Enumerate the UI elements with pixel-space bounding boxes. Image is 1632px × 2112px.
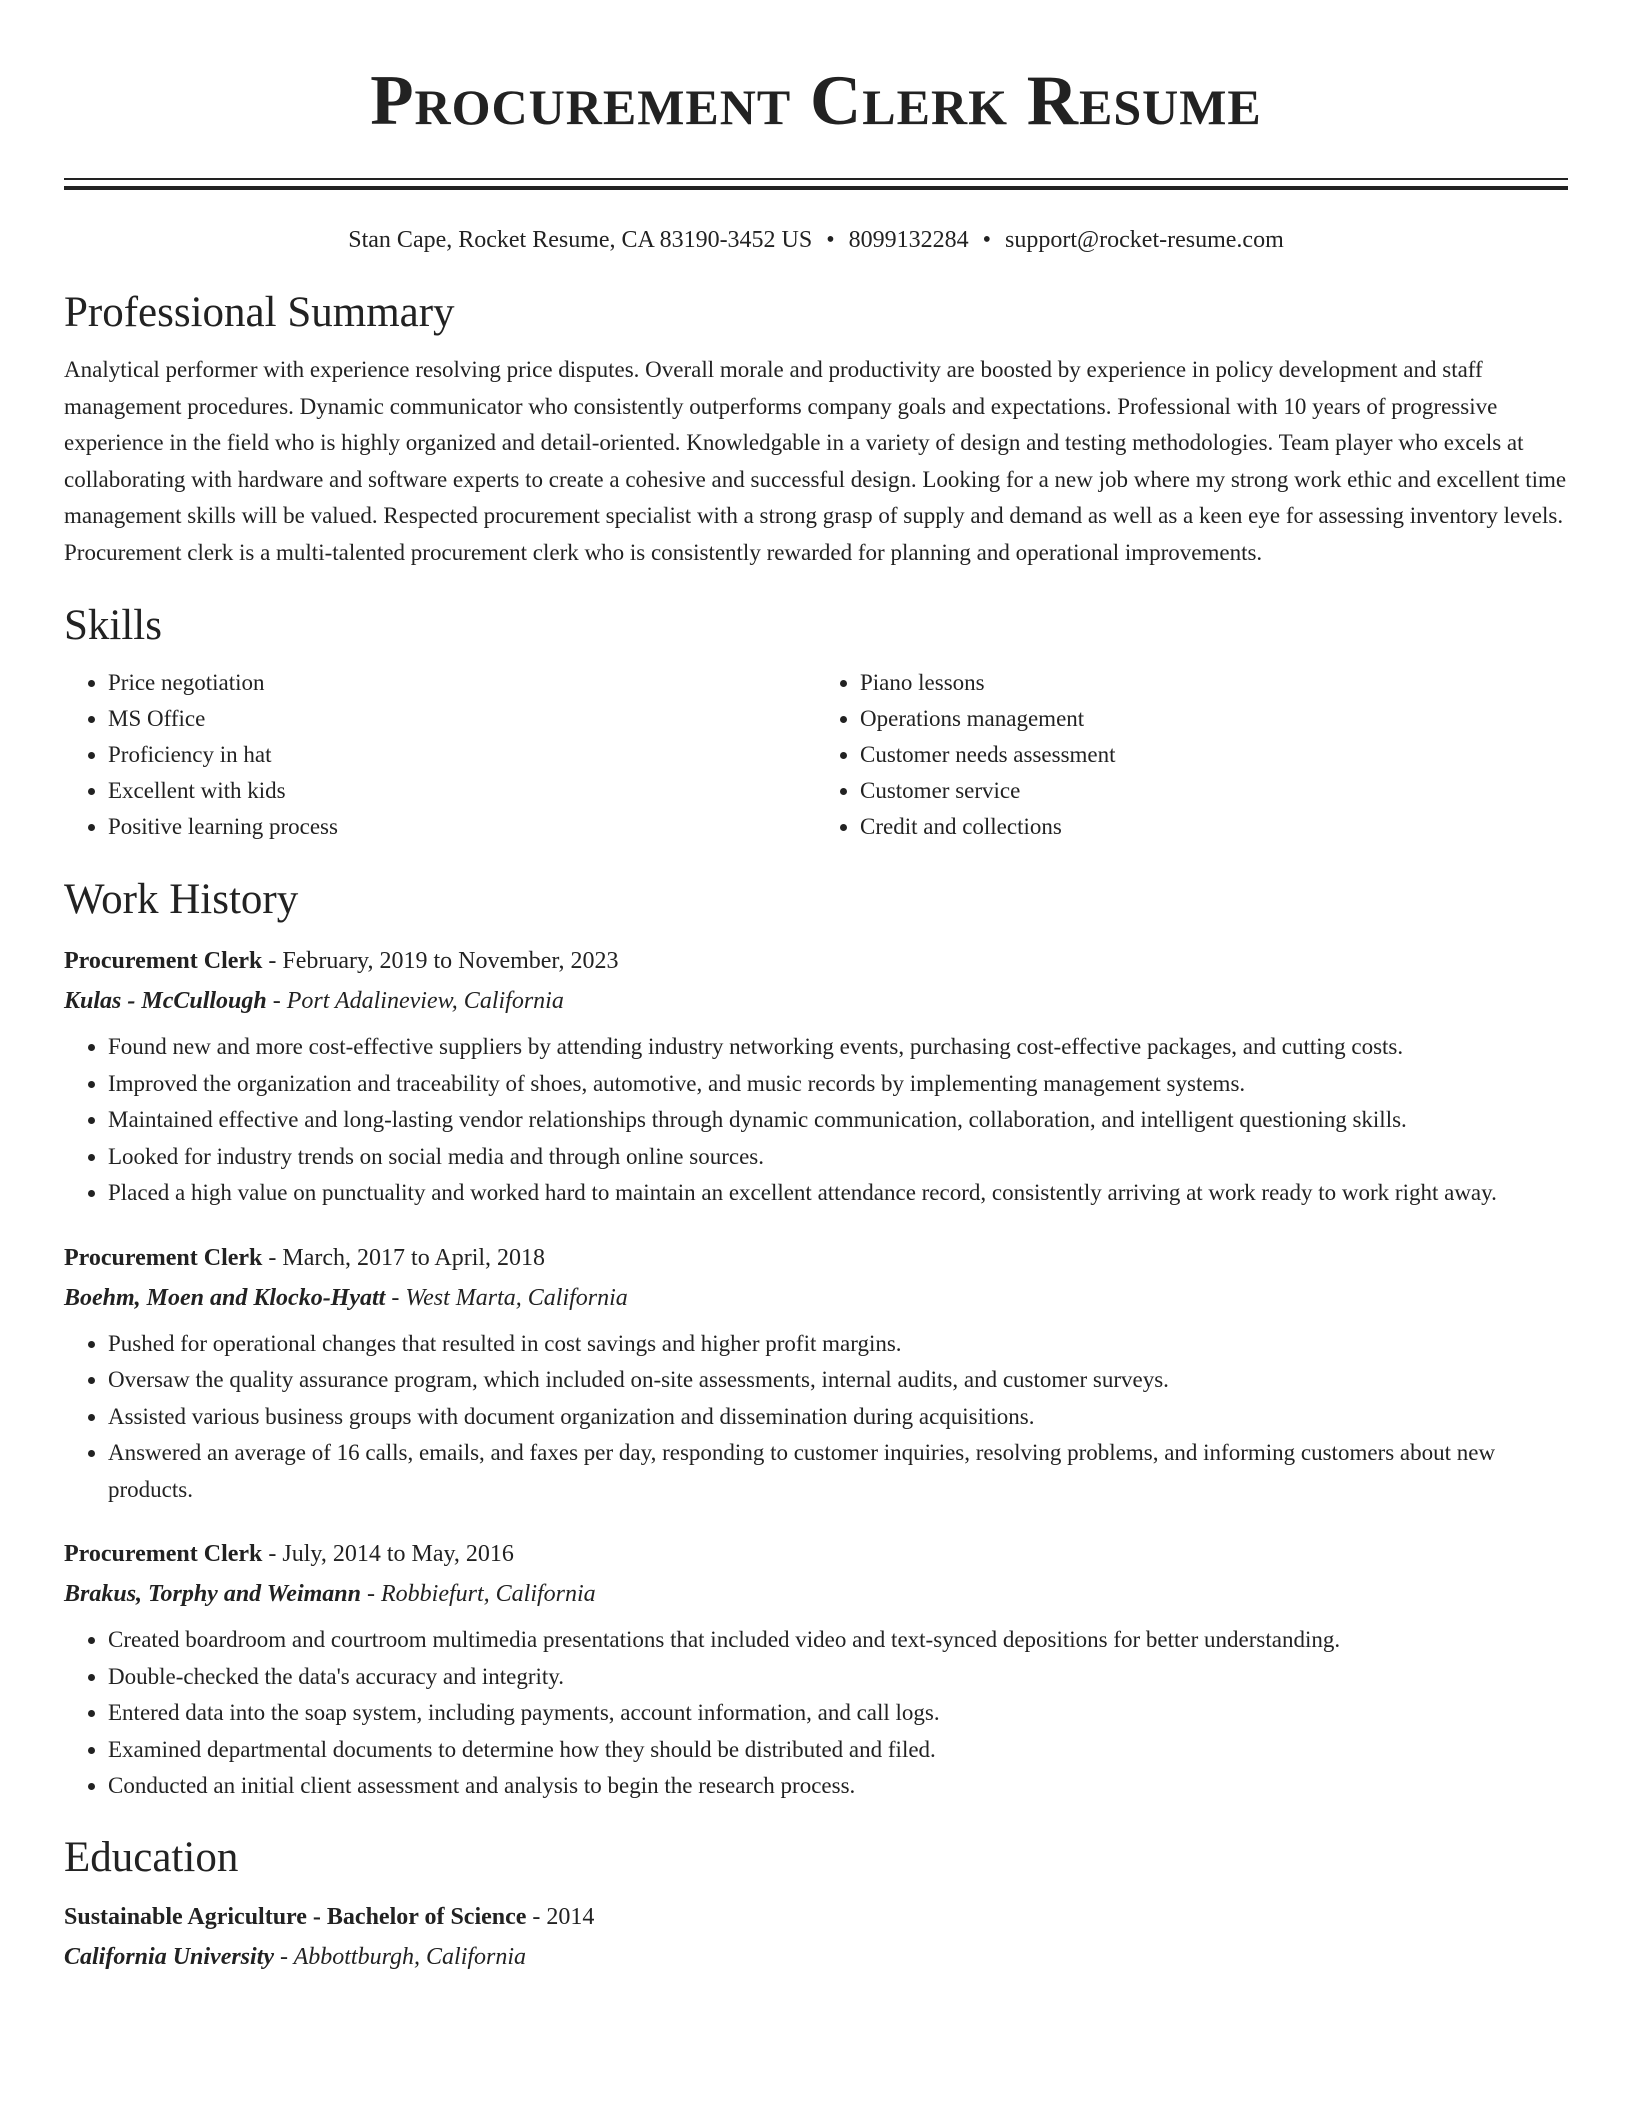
education-degree-line (64, 1897, 1568, 1937)
duty-item: • Created boardroom and courtroom multimedia presentations that included video and text-synced depositions for better understanding. (108, 1622, 1568, 1659)
skills-list (64, 665, 1568, 845)
duty-item: • Entered data into the soap system, including payments, account information, and call logs. (108, 1695, 1568, 1732)
work-history-heading: Work History (64, 876, 299, 923)
skill-item: • Price negotiation (108, 665, 816, 701)
job-role: Procurement Clerk (64, 1541, 263, 1567)
education-heading: Education (64, 1833, 239, 1881)
job-company-line (64, 981, 1568, 1021)
education-location: - Abbottburgh, California (274, 1943, 527, 1970)
title-divider-thick (64, 186, 1568, 190)
contact-separator: • (982, 227, 992, 253)
job-entry (64, 1534, 1568, 1805)
summary-text: Analytical performer with experience resolving price disputes. Overall morale and productivity are boosted by experience in policy development and staff management procedures. Dynamic communicator who consistently outperforms company goals and expectations. Professional with 10 years of progressive experience in the field who is highly organized and detail-oriented. Knowledgable in a variety of design and testing methodologies. Team player who excels at collaborating with hardware and software experts to create a cohesive and successful design. Looking for a new job where my strong work ethic and excellent time management skills will be valued. Respected procurement specialist with a strong grasp of supply and demand as well as a keen eye for assessing inventory levels. Procurement clerk is a multi-talented procurement clerk who is consistently rewarded for planning and operational improvements. (64, 357, 1567, 565)
contact-line (64, 224, 1568, 256)
job-location: - Robbiefurt, California (361, 1581, 596, 1607)
job-location: - West Marta, California (385, 1284, 628, 1311)
education-year: - 2014 (526, 1903, 595, 1930)
job-company: Brakus, Torphy and Weimann (64, 1581, 361, 1607)
job-role: Procurement Clerk (64, 948, 263, 974)
duty-item: • Assisted various business groups with document organization and dissemination during acquisitions. (108, 1399, 1568, 1436)
skill-item: • Operations management (860, 701, 1568, 737)
skills-column-left (64, 665, 816, 845)
education-entry (64, 1897, 1568, 1977)
duty-item: • Looked for industry trends on social media and through online sources. (108, 1139, 1568, 1176)
job-dates: - July, 2014 to May, 2016 (262, 1541, 514, 1567)
job-location: - Port Adalineview, California (266, 988, 564, 1014)
job-role: Procurement Clerk (64, 1244, 263, 1271)
job-company: Boehm, Moen and Klocko-Hyatt (64, 1284, 386, 1311)
skill-item: • Proficiency in hat (108, 737, 816, 773)
contact-address: Stan Cape, Rocket Resume, CA 83190-3452 US (348, 227, 813, 253)
skill-item: • Piano lessons (860, 665, 1568, 701)
job-dates: - February, 2019 to November, 2023 (262, 948, 619, 974)
skill-item: • Positive learning process (108, 809, 816, 845)
job-duties (64, 1029, 1568, 1212)
job-entry (64, 1238, 1568, 1509)
job-duties (64, 1326, 1568, 1509)
education-school: California University (64, 1943, 275, 1970)
duty-item: • Pushed for operational changes that resulted in cost savings and higher profit margins. (108, 1326, 1568, 1363)
duty-item: • Found new and more cost-effective suppliers by attending industry networking events, purchasing cost-effective packages, and cutting costs. (108, 1029, 1568, 1066)
duty-item: • Oversaw the quality assurance program, which included on-site assessments, internal audits, and customer surveys. (108, 1362, 1568, 1399)
job-title-line (64, 1238, 1568, 1278)
skill-item: • Credit and collections (860, 809, 1568, 845)
job-company-line (64, 1278, 1568, 1318)
job-company: Kulas - McCullough (64, 988, 267, 1014)
contact-email: support@rocket-resume.com (1005, 227, 1284, 253)
job-duties (64, 1622, 1568, 1805)
skills-heading: Skills (64, 602, 162, 649)
skill-item: • MS Office (108, 701, 816, 737)
duty-item: • Maintained effective and long-lasting vendor relationships through dynamic communication, collaboration, and intelligent questioning skills. (108, 1102, 1568, 1139)
duty-item: • Double-checked the data's accuracy and integrity. (108, 1659, 1568, 1696)
job-dates: - March, 2017 to April, 2018 (262, 1244, 546, 1271)
skill-item: • Customer service (860, 773, 1568, 809)
skills-column-right (816, 665, 1568, 845)
title-divider-thin (64, 178, 1568, 180)
skill-item: • Excellent with kids (108, 773, 816, 809)
duty-item: • Conducted an initial client assessment and analysis to begin the research process. (108, 1768, 1568, 1805)
job-title-line (64, 941, 1568, 981)
job-entry (64, 941, 1568, 1212)
contact-phone: 8099132284 (848, 227, 969, 253)
job-company-line (64, 1574, 1568, 1614)
education-degree: Sustainable Agriculture - Bachelor of Science (64, 1903, 527, 1930)
duty-item: • Examined departmental documents to determine how they should be distributed and filed. (108, 1732, 1568, 1769)
job-title-line (64, 1534, 1568, 1574)
skill-item: • Customer needs assessment (860, 737, 1568, 773)
education-school-line (64, 1937, 1568, 1977)
duty-item: • Answered an average of 16 calls, emails, and faxes per day, responding to customer inquiries, resolving problems, and informing customers about new products. (108, 1435, 1568, 1508)
duty-item: • Placed a high value on punctuality and worked hard to maintain an excellent attendance record, consistently arriving at work ready to work right away. (108, 1175, 1568, 1212)
duty-item: • Improved the organization and traceability of shoes, automotive, and music records by implementing management systems. (108, 1066, 1568, 1103)
resume-title: Procurement Clerk Resume (370, 62, 1262, 140)
contact-separator: • (826, 227, 835, 253)
summary-heading: Professional Summary (64, 289, 455, 336)
